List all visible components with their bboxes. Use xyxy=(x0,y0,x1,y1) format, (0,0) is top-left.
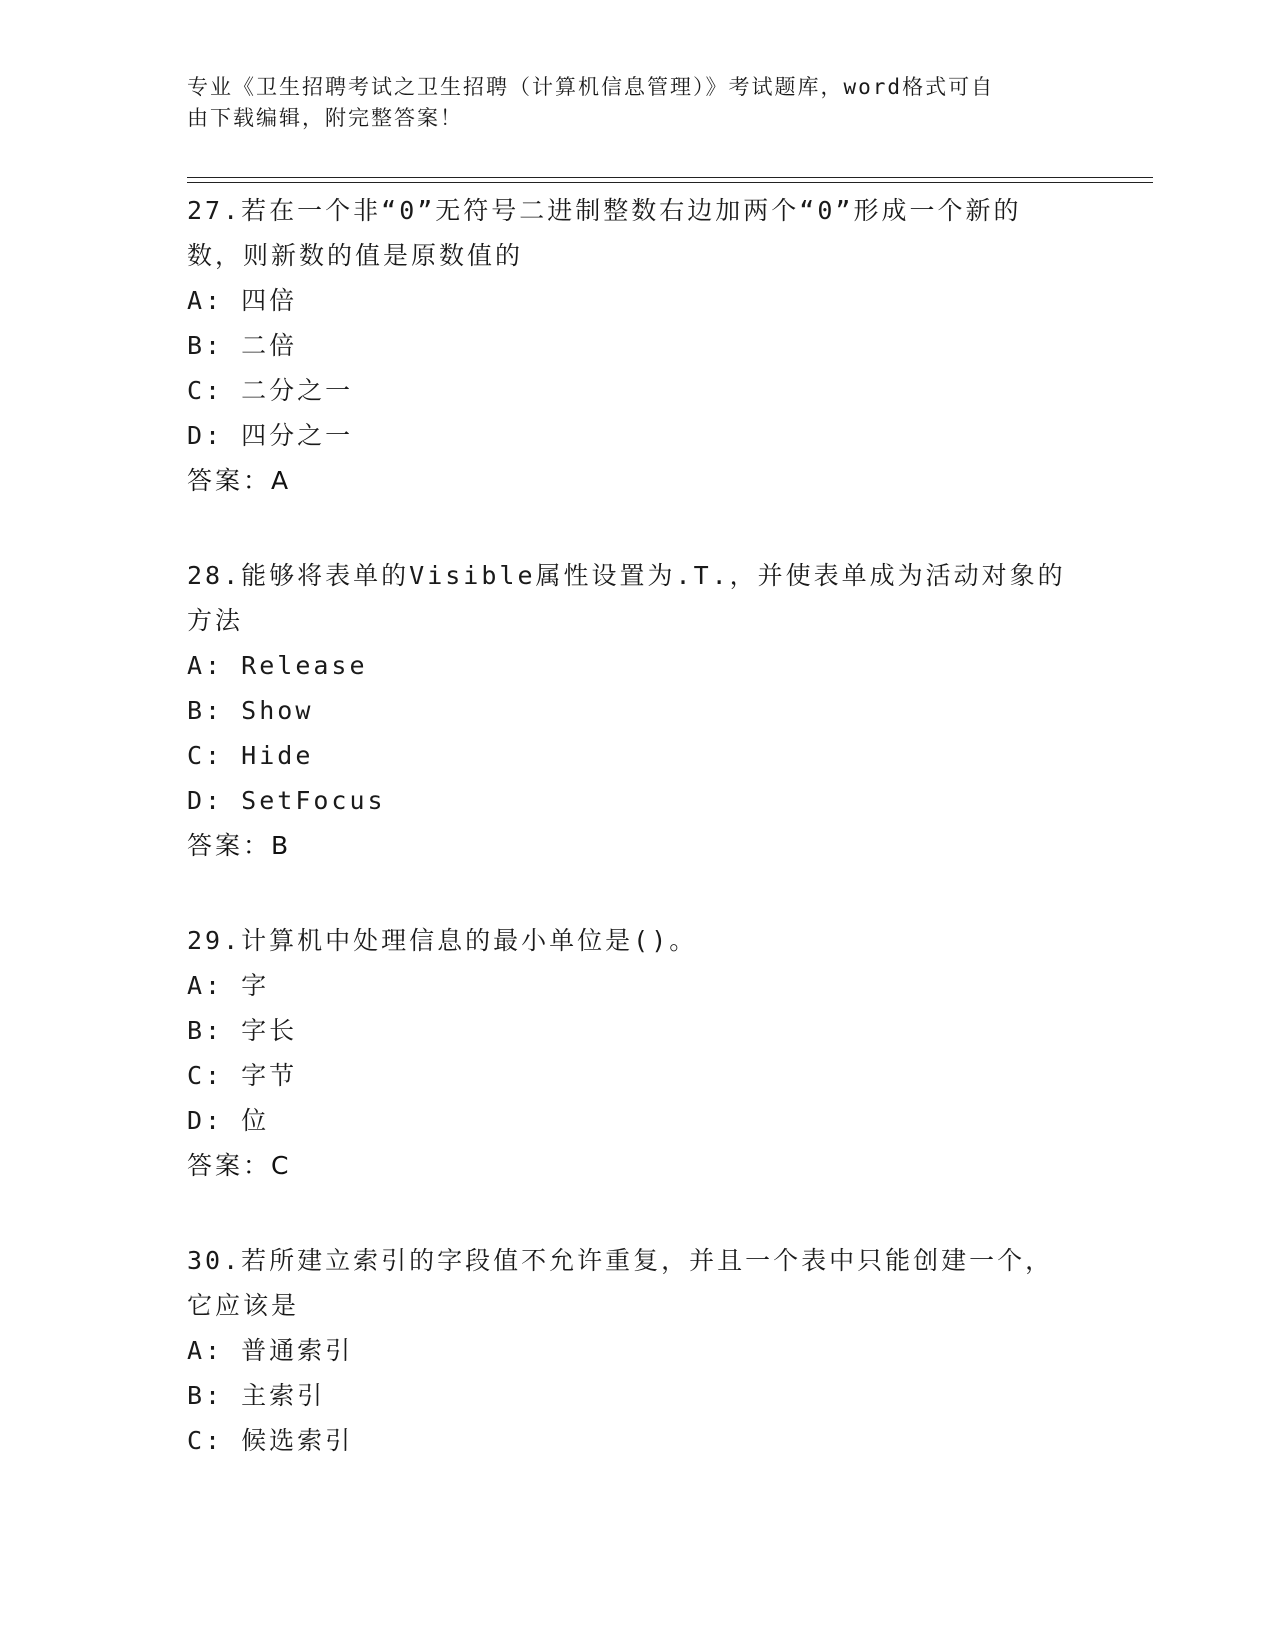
question-text-line-1: 29.计算机中处理信息的最小单位是()。 xyxy=(187,926,698,955)
option-key: D: xyxy=(187,421,224,450)
option-text: 候选索引 xyxy=(241,1426,354,1455)
option-text: 字长 xyxy=(241,1016,298,1045)
question-text-line-1: 27.若在一个非“0”无符号二进制整数右边加两个“0”形成一个新的 xyxy=(187,196,1022,225)
option-key: B: xyxy=(187,331,224,360)
option-text: 四倍 xyxy=(241,286,298,315)
option-text: 二分之一 xyxy=(241,376,354,405)
option-key: B: xyxy=(187,696,224,725)
answer-label: 答案： xyxy=(187,831,272,860)
option-key: A: xyxy=(187,651,224,680)
option-c xyxy=(187,368,1087,413)
option-text: SetFocus xyxy=(241,786,386,815)
option-c xyxy=(187,1418,1087,1463)
answer-line xyxy=(187,823,1087,868)
answer-value: C xyxy=(271,1151,291,1180)
question-28 xyxy=(187,553,1087,868)
question-text-line-2: 它应该是 xyxy=(187,1291,300,1320)
option-text: Hide xyxy=(241,741,314,770)
option-text: 位 xyxy=(241,1106,270,1135)
option-a xyxy=(187,963,1087,1008)
question-30 xyxy=(187,1238,1087,1463)
question-text-line-2: 方法 xyxy=(187,606,244,635)
question-text-line-1: 30.若所建立索引的字段值不允许重复，并且一个表中只能创建一个， xyxy=(187,1246,1054,1275)
option-a xyxy=(187,1328,1087,1373)
answer-line xyxy=(187,1143,1087,1188)
option-key: C: xyxy=(187,741,224,770)
header-line-2: 由下载编辑，附完整答案！ xyxy=(187,106,463,130)
question-text-line-2: 数，则新数的值是原数值的 xyxy=(187,241,524,270)
option-key: C: xyxy=(187,1061,224,1090)
option-key: A: xyxy=(187,286,224,315)
option-text: 四分之一 xyxy=(241,421,354,450)
option-key: D: xyxy=(187,1106,224,1135)
option-text: 普通索引 xyxy=(241,1336,354,1365)
option-key: A: xyxy=(187,1336,224,1365)
document-header xyxy=(187,72,1067,134)
option-text: 二倍 xyxy=(241,331,298,360)
option-d xyxy=(187,413,1087,458)
option-a xyxy=(187,278,1087,323)
option-d xyxy=(187,1098,1087,1143)
option-key: B: xyxy=(187,1016,224,1045)
header-divider-top xyxy=(187,177,1153,178)
option-b xyxy=(187,688,1087,733)
answer-line xyxy=(187,458,1087,503)
question-list xyxy=(187,188,1087,1513)
header-line-1: 专业《卫生招聘考试之卫生招聘（计算机信息管理）》考试题库，word格式可自 xyxy=(187,75,995,99)
option-key: C: xyxy=(187,1426,224,1455)
option-d xyxy=(187,778,1087,823)
header-divider-bottom xyxy=(187,182,1153,183)
option-text: Release xyxy=(241,651,368,680)
question-29 xyxy=(187,918,1087,1188)
answer-label: 答案： xyxy=(187,1151,272,1180)
option-a xyxy=(187,643,1087,688)
answer-label: 答案： xyxy=(187,466,272,495)
answer-value: A xyxy=(271,466,291,495)
option-b xyxy=(187,1008,1087,1053)
option-text: Show xyxy=(241,696,314,725)
option-text: 字 xyxy=(241,971,270,1000)
option-key: B: xyxy=(187,1381,224,1410)
option-b xyxy=(187,1373,1087,1418)
question-27 xyxy=(187,188,1087,503)
option-key: A: xyxy=(187,971,224,1000)
option-key: C: xyxy=(187,376,224,405)
question-text-line-1: 28.能够将表单的Visible属性设置为.T.，并使表单成为活动对象的 xyxy=(187,561,1066,590)
option-key: D: xyxy=(187,786,224,815)
answer-value: B xyxy=(271,831,291,860)
option-b xyxy=(187,323,1087,368)
option-c xyxy=(187,1053,1087,1098)
option-c xyxy=(187,733,1087,778)
option-text: 主索引 xyxy=(241,1381,326,1410)
option-text: 字节 xyxy=(241,1061,298,1090)
